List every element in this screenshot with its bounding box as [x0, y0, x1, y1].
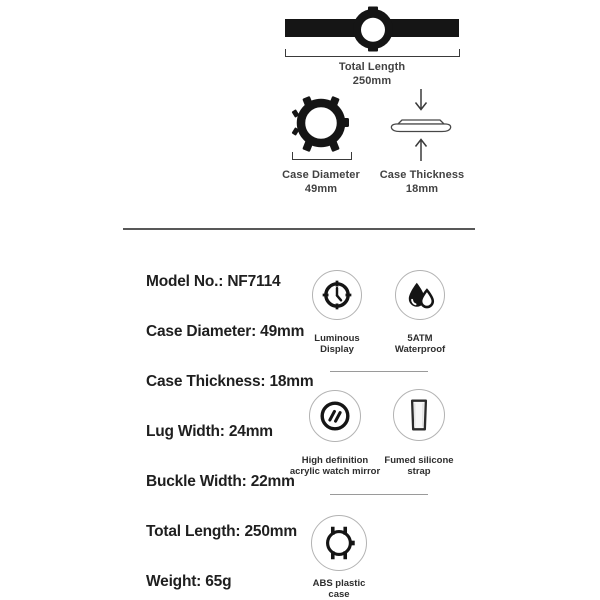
total-length-bracket	[285, 49, 460, 57]
feature-circle-mirror	[309, 390, 361, 442]
case-thickness-label	[372, 169, 472, 196]
spec-case-diameter: Case Diameter: 49mm	[146, 323, 305, 340]
feature-label-line: ABS plastic	[312, 578, 366, 589]
total-length-title: Total Length	[338, 61, 406, 73]
spec-total-length: Total Length: 250mm	[146, 523, 297, 540]
spec-buckle-width: Buckle Width: 22mm	[146, 473, 295, 490]
spec-weight: Weight: 65g	[146, 573, 232, 590]
feature-circle-waterproof	[395, 270, 445, 320]
feature-label-waterproof	[370, 333, 470, 355]
total-length-value: 250mm	[352, 74, 392, 87]
feature-label-line: Display	[320, 344, 354, 355]
feature-circle-abs-case	[311, 515, 367, 571]
case-front-view-diagram	[291, 96, 351, 152]
watch-strap-icon	[285, 6, 459, 52]
case-diameter-title: Case Diameter	[282, 169, 360, 181]
feature-label-line: 5ATM	[407, 333, 433, 344]
feature-label-line: High definition	[301, 455, 369, 466]
feature-divider	[330, 494, 428, 495]
case-diameter-label	[271, 169, 371, 196]
case-diameter-bracket	[292, 152, 352, 160]
feature-label-line: Waterproof	[394, 344, 446, 355]
spec-lug-width: Lug Width: 24mm	[146, 423, 273, 440]
watch-case-icon	[320, 524, 358, 562]
acrylic-mirror-icon	[318, 399, 352, 433]
case-thickness-diagram	[388, 88, 454, 162]
watch-top-view-diagram	[285, 6, 459, 50]
section-divider	[123, 228, 475, 230]
feature-label-line: acrylic watch mirror	[289, 466, 381, 477]
case-thickness-value: 18mm	[405, 182, 439, 195]
spec-case-thickness: Case Thickness: 18mm	[146, 373, 314, 390]
case-thickness-title: Case Thickness	[379, 169, 465, 181]
case-diameter-value: 49mm	[304, 182, 338, 195]
water-drops-icon	[404, 279, 436, 311]
feature-label-line: strap	[407, 466, 431, 477]
watch-case-front-icon	[291, 96, 351, 152]
feature-label-abs-case	[289, 578, 389, 600]
feature-label-strap	[369, 455, 469, 477]
clock-icon	[320, 278, 354, 312]
feature-circle-luminous	[312, 270, 362, 320]
spec-model-no: Model No.: NF7114	[146, 273, 281, 290]
feature-label-line: Luminous	[314, 333, 360, 344]
spec-list	[146, 257, 336, 600]
feature-label-line: Fumed silicone	[384, 455, 454, 466]
feature-circle-strap	[393, 389, 445, 441]
feature-label-line: case	[328, 589, 350, 600]
feature-divider	[330, 371, 428, 372]
case-side-profile-icon	[388, 88, 454, 162]
silicone-strap-icon	[402, 397, 436, 433]
total-length-label	[297, 61, 447, 88]
